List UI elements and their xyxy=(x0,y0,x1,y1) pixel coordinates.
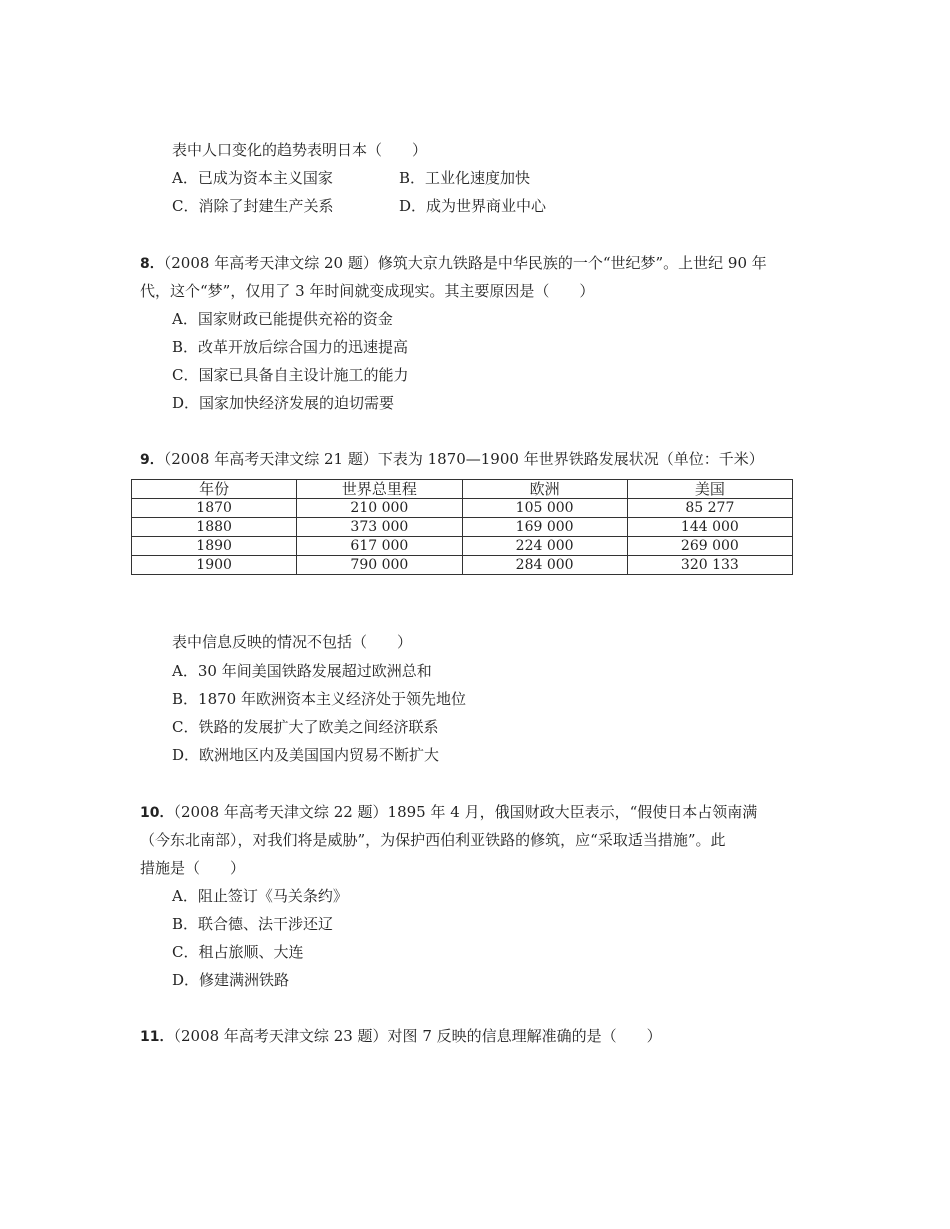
q10-option-a: A．阻止签订《马关条约》 xyxy=(172,887,348,905)
q11-number: 11． xyxy=(140,1029,174,1045)
table-cell: 284 000 xyxy=(462,556,627,575)
q10-option-d: D．修建满洲铁路 xyxy=(172,971,290,989)
table-row xyxy=(132,537,793,556)
q9-option-a: A．30 年间美国铁路发展超过欧洲总和 xyxy=(172,662,432,680)
table-cell: 1900 xyxy=(132,556,297,575)
table-cell: 144 000 xyxy=(627,518,792,537)
table-cell: 224 000 xyxy=(462,537,627,556)
table-row xyxy=(132,518,793,537)
q8-option-b: B．改革开放后综合国力的迅速提高 xyxy=(172,338,409,356)
railway-table xyxy=(131,479,793,575)
table-cell: 1880 xyxy=(132,518,297,537)
q8-line2: 代，这个“梦”，仅用了 3 年时间就变成现实。其主要原因是（ ） xyxy=(140,282,595,300)
q9-stem2: 表中信息反映的情况不包括（ ） xyxy=(172,633,413,651)
q11-line1 xyxy=(140,1026,662,1047)
table-cell: 373 000 xyxy=(297,518,462,537)
q8-line1 xyxy=(140,253,767,274)
q9-text1: （2008 年高考天津文综 21 题）下表为 1870—1900 年世界铁路发展状况（单位：千米） xyxy=(163,450,764,468)
q7-option-b: B．工业化速度加快 xyxy=(399,169,531,187)
table-cell: 169 000 xyxy=(462,518,627,537)
q7-stem: 表中人口变化的趋势表明日本（ ） xyxy=(172,141,428,159)
q10-option-b: B．联合德、法干涉还辽 xyxy=(172,915,334,933)
table-cell: 1870 xyxy=(132,499,297,518)
q10-option-c: C．租占旅顺、大连 xyxy=(172,943,304,961)
table-cell: 210 000 xyxy=(297,499,462,518)
q10-number: 10． xyxy=(140,805,174,821)
q10-line3: 措施是（ ） xyxy=(140,859,246,877)
table-header: 美国 xyxy=(627,480,792,499)
table-header: 世界总里程 xyxy=(297,480,462,499)
q8-option-a: A．国家财政已能提供充裕的资金 xyxy=(172,310,393,328)
q10-line1 xyxy=(140,802,757,823)
table-header-row xyxy=(132,480,793,499)
q10-line2: （今东北南部），对我们将是威胁”，为保护西伯利亚铁路的修筑，应“采取适当措施”。此 xyxy=(140,831,726,849)
q11-text1: （2008 年高考天津文综 23 题）对图 7 反映的信息理解准确的是（ ） xyxy=(173,1027,662,1045)
q9-option-b: B．1870 年欧洲资本主义经济处于领先地位 xyxy=(172,690,466,708)
table-row xyxy=(132,499,793,518)
table-cell: 105 000 xyxy=(462,499,627,518)
table-cell: 85 277 xyxy=(627,499,792,518)
q7-option-c: C．消除了封建生产关系 xyxy=(172,197,334,215)
table-cell: 790 000 xyxy=(297,556,462,575)
q9-option-c: C．铁路的发展扩大了欧美之间经济联系 xyxy=(172,718,439,736)
q9-option-d: D．欧洲地区内及美国国内贸易不断扩大 xyxy=(172,746,440,764)
q8-option-c: C．国家已具备自主设计施工的能力 xyxy=(172,366,409,384)
q8-number: 8． xyxy=(140,256,164,272)
q9-number: 9． xyxy=(140,452,164,468)
table-cell: 617 000 xyxy=(297,537,462,556)
table-header: 欧洲 xyxy=(462,480,627,499)
table-cell: 1890 xyxy=(132,537,297,556)
table-row xyxy=(132,556,793,575)
q7-option-a: A．已成为资本主义国家 xyxy=(172,169,333,187)
table-header: 年份 xyxy=(132,480,297,499)
q9-line1 xyxy=(140,449,764,470)
q8-option-d: D．国家加快经济发展的迫切需要 xyxy=(172,394,395,412)
table-cell: 269 000 xyxy=(627,537,792,556)
q10-text1: （2008 年高考天津文综 22 题）1895 年 4 月，俄国财政大臣表示，“假使日本占领南满 xyxy=(173,803,758,821)
q7-option-d: D．成为世界商业中心 xyxy=(399,197,547,215)
q8-text1: （2008 年高考天津文综 20 题）修筑大京九铁路是中华民族的一个“世纪梦”。上世纪 90 年 xyxy=(163,254,767,272)
table-cell: 320 133 xyxy=(627,556,792,575)
